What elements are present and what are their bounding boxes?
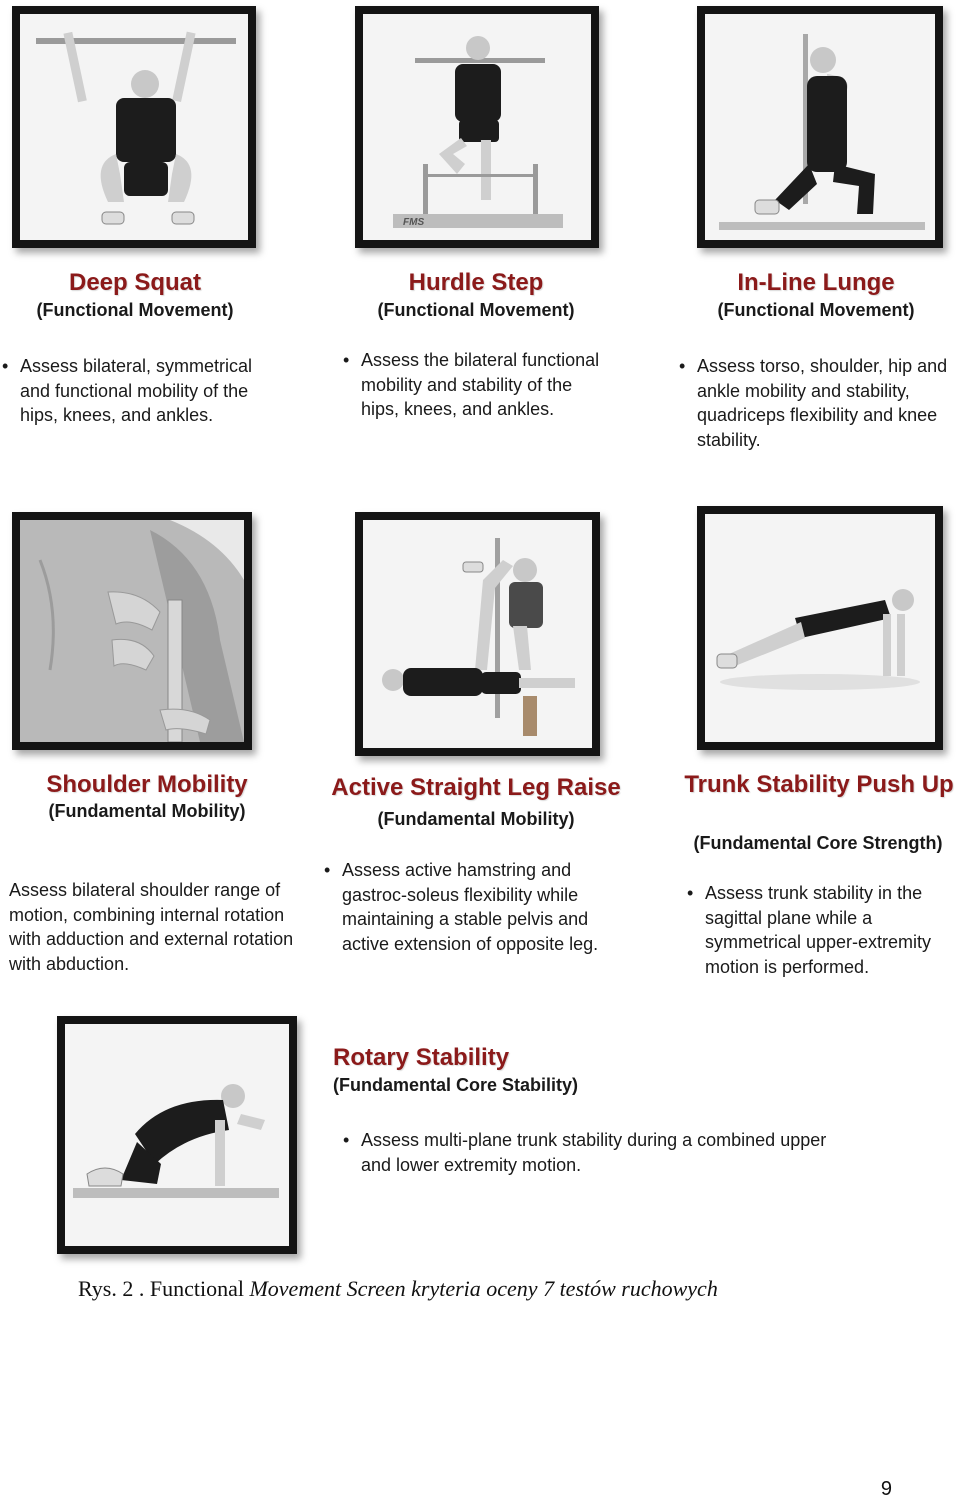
test-description-active-straight-leg-raise: • Assess active hamstring and gastroc-soleus flexibility while maintaining a stable pelvis and active extension of opposite leg. — [324, 858, 636, 956]
test-description-deep-squat: • Assess bilateral, symmetrical and functional mobility of the hips, knees, and ankles. — [2, 354, 270, 428]
test-subtitle-hurdle-step: (Functional Movement) — [377, 300, 575, 320]
shoulder-mobility-photo-icon — [20, 520, 244, 742]
figure-caption — [78, 1276, 718, 1302]
deep-squat-photo-frame — [12, 6, 256, 248]
rotary-stability-photo-icon — [65, 1024, 289, 1246]
test-title-rotary-stability: Rotary Stability — [333, 1044, 510, 1071]
trunk-stability-push-up-photo-frame — [697, 506, 943, 750]
test-title-deep-squat: Deep Squat — [68, 269, 202, 296]
hurdle-step-photo-icon — [363, 14, 591, 240]
test-description-rotary-stability: • Assess multi-plane trunk stability during a combined upper and lower extremity motion. — [343, 1128, 843, 1177]
figure-caption-prefix: Rys. 2 . Functional — [78, 1276, 250, 1301]
test-description-shoulder-mobility: Assess bilateral shoulder range of motion, combining internal rotation with adduction and external rotation with abduction. — [9, 880, 294, 974]
trunk-stability-push-up-photo-icon — [705, 514, 935, 742]
deep-squat-photo-icon — [20, 14, 248, 240]
in-line-lunge-photo-frame — [697, 6, 943, 248]
test-title-shoulder-mobility: Shoulder Mobility — [46, 771, 248, 798]
test-title-trunk-stability-push-up: Trunk Stability Push Up — [684, 771, 954, 798]
test-subtitle-rotary-stability: (Fundamental Core Stability) — [333, 1075, 579, 1095]
figure-caption-italic: Movement Screen kryteria oceny 7 testów ruchowych — [249, 1276, 718, 1301]
page-number: 9 — [880, 1478, 892, 1500]
test-subtitle-shoulder-mobility: (Fundamental Mobility) — [48, 801, 246, 821]
test-description-trunk-stability-push-up: • Assess trunk stability in the sagittal plane while a symmetrical upper-extremity motion is performed. — [687, 881, 960, 979]
test-subtitle-trunk-stability-push-up: (Fundamental Core Strength) — [693, 833, 943, 853]
test-subtitle-deep-squat: (Functional Movement) — [36, 300, 234, 320]
fms-logo-text: FMS — [403, 217, 425, 228]
test-subtitle-in-line-lunge: (Functional Movement) — [717, 300, 915, 320]
shoulder-mobility-photo-frame — [12, 512, 252, 750]
test-subtitle-active-straight-leg-raise: (Fundamental Mobility) — [377, 809, 575, 829]
test-title-hurdle-step: Hurdle Step — [408, 269, 544, 296]
in-line-lunge-photo-icon — [705, 14, 935, 240]
test-description-in-line-lunge: • Assess torso, shoulder, hip and ankle mobility and stability, quadriceps flexibility and knee stability. — [679, 354, 960, 452]
test-title-in-line-lunge: In-Line Lunge — [737, 269, 895, 296]
hurdle-step-photo-frame — [355, 6, 599, 248]
test-title-active-straight-leg-raise: Active Straight Leg Raise — [331, 774, 621, 801]
test-description-hurdle-step: • Assess the bilateral functional mobility and stability of the hips, knees, and ankles. — [343, 348, 607, 422]
rotary-stability-photo-frame — [57, 1016, 297, 1254]
active-straight-leg-raise-photo-icon — [363, 520, 592, 748]
active-straight-leg-raise-photo-frame — [355, 512, 600, 756]
